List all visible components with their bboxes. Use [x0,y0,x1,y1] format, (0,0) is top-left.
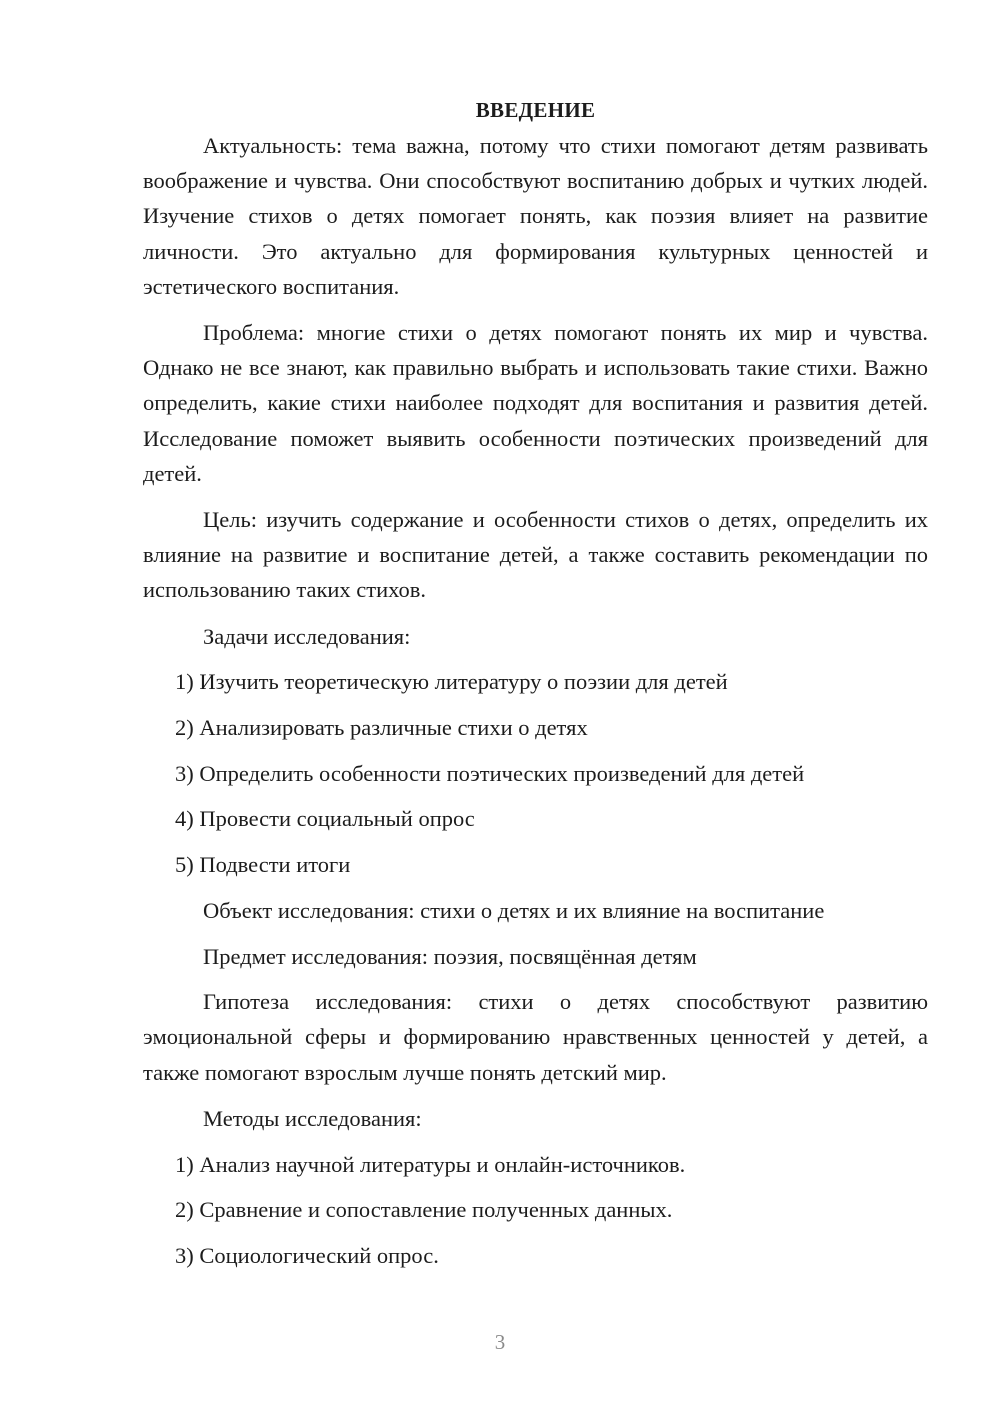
methods-heading: Методы исследования: [203,1105,422,1131]
task-item: 5) Подвести итоги [175,852,351,878]
section-heading: ВВЕДЕНИЕ [475,98,596,122]
tasks-heading: Задачи исследования: [203,623,411,649]
goal-paragraph: Цель: изучить содержание и особенности стихов о детях, определить их влияние на развитие и воспитание детей, а также составить рекомендации по использованию таких стихов. [143,507,928,603]
methods-list [143,1147,928,1274]
task-item: 2) Анализировать различные стихи о детях [175,715,588,741]
tasks-list [143,664,928,882]
hypothesis-paragraph: Гипотеза исследования: стихи о детях способствуют развитию эмоциональной сферы и формированию нравственных ценностей у детей, а также помогают взрослым лучше понять детский мир. [143,989,928,1085]
document-page [143,92,928,1284]
method-item: 2) Сравнение и сопоставление полученных данных. [175,1197,673,1223]
task-item: 1) Изучить теоретическую литературу о поэзии для детей [175,669,728,695]
method-item: 3) Социологический опрос. [175,1242,439,1268]
task-item: 4) Провести социальный опрос [175,806,475,832]
page-number: 3 [494,1330,506,1354]
task-item: 3) Определить особенности поэтических произведений для детей [175,760,805,786]
research-subject: Предмет исследования: поэзия, посвящённая детям [203,943,697,969]
method-item: 1) Анализ научной литературы и онлайн-источников. [175,1151,686,1177]
problem-paragraph: Проблема: многие стихи о детях помогают понять их мир и чувства. Однако не все знают, как правильно выбрать и использовать такие стихи. Важно определить, какие стихи наиболее подходят для воспитания и развития детей. Исследование поможет выявить особенности поэтических произведений для детей. [143,320,928,486]
relevance-paragraph: Актуальность: тема важна, потому что стихи помогают детям развивать воображение и чувства. Они способствуют воспитанию добрых и чутких людей. Изучение стихов о детях помогает понять, как поэзия влияет на развитие личности. Это актуально для формирования культурных ценностей и эстетического воспитания. [143,133,928,299]
research-object: Объект исследования: стихи о детях и их влияние на воспитание [203,897,825,923]
